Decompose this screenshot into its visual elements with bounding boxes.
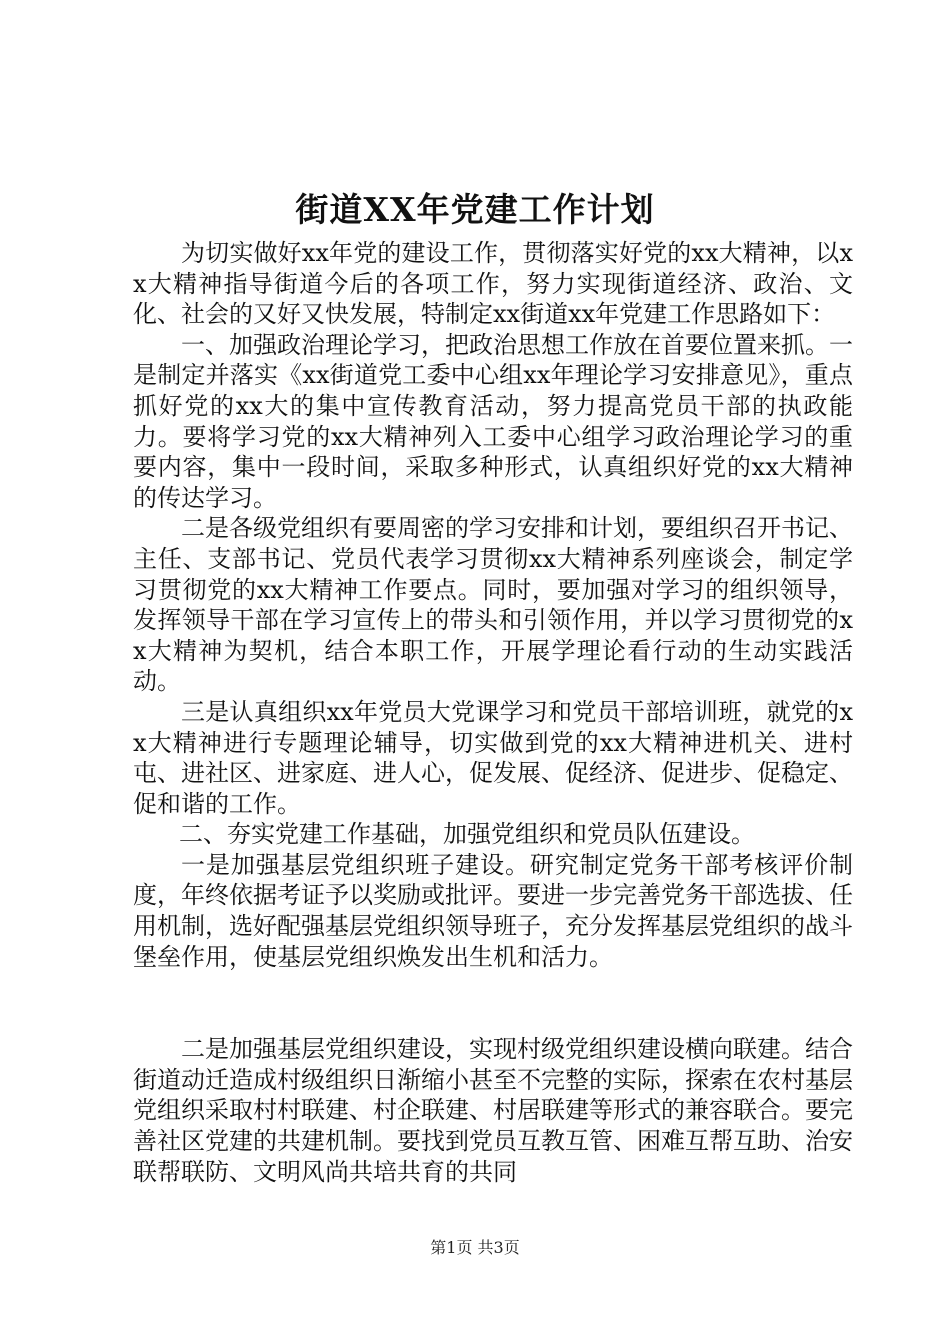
- paragraph-point-3: 三是认真组织xx年党员大党课学习和党员干部培训班，就党的xx大精神进行专题理论辅导，切实做到党的xx大精神进机关、进村屯、进社区、进家庭、进人心，促发展、促经济、促进步、促稳定、促和谐的工作。: [133, 697, 853, 818]
- document-title: 街道XX年党建工作计划: [295, 190, 655, 229]
- paragraph-section-2-point-1: 一是加强基层党组织班子建设。研究制定党务干部考核评价制度，年终依据考证予以奖励或批评。要进一步完善党务干部选拔、任用机制，选好配强基层党组织领导班子，充分发挥基层党组织的战斗堡垒作用，使基层党组织焕发出生机和活力。: [133, 850, 853, 971]
- paragraph-gap: [133, 972, 853, 1034]
- page-number-footer: 第1页 共3页: [430, 1238, 520, 1257]
- document-body: [133, 238, 853, 1187]
- paragraph-section-2-heading: 二、夯实党建工作基础，加强党组织和党员队伍建设。: [179, 820, 755, 849]
- paragraph-point-2: 二是各级党组织有要周密的学习安排和计划，要组织召开书记、主任、支部书记、党员代表学习贯彻xx大精神系列座谈会，制定学习贯彻党的xx大精神工作要点。同时，要加强对学习的组织领导，发挥领导干部在学习宣传上的带头和引领作用，并以学习贯彻党的xx大精神为契机，结合本职工作，开展学理论看行动的生动实践活动。: [133, 514, 853, 696]
- paragraph-section-2-point-2: 二是加强基层党组织建设，实现村级党组织建设横向联建。结合街道动迁造成村级组织日渐缩小甚至不完整的实际，探索在农村基层党组织采取村村联建、村企联建、村居联建等形式的兼容联合。要完善社区党建的共建机制。要找到党员互教互管、困难互帮互助、治安联帮联防、文明风尚共培共育的共同: [133, 1035, 853, 1186]
- paragraph-section-1: 一、加强政治理论学习，把政治思想工作放在首要位置来抓。一是制定并落实《xx街道党工委中心组xx年理论学习安排意见》，重点抓好党的xx大的集中宣传教育活动，努力提高党员干部的执政能力。要将学习党的xx大精神列入工委中心组学习政治理论学习的重要内容，集中一段时间，采取多种形式，认真组织好党的xx大精神的传达学习。: [133, 330, 853, 512]
- paragraph-intro: 为切实做好xx年党的建设工作，贯彻落实好党的xx大精神，以xx大精神指导街道今后的各项工作，努力实现街道经济、政治、文化、社会的又好又快发展，特制定xx街道xx年党建工作思路如下：: [133, 239, 853, 329]
